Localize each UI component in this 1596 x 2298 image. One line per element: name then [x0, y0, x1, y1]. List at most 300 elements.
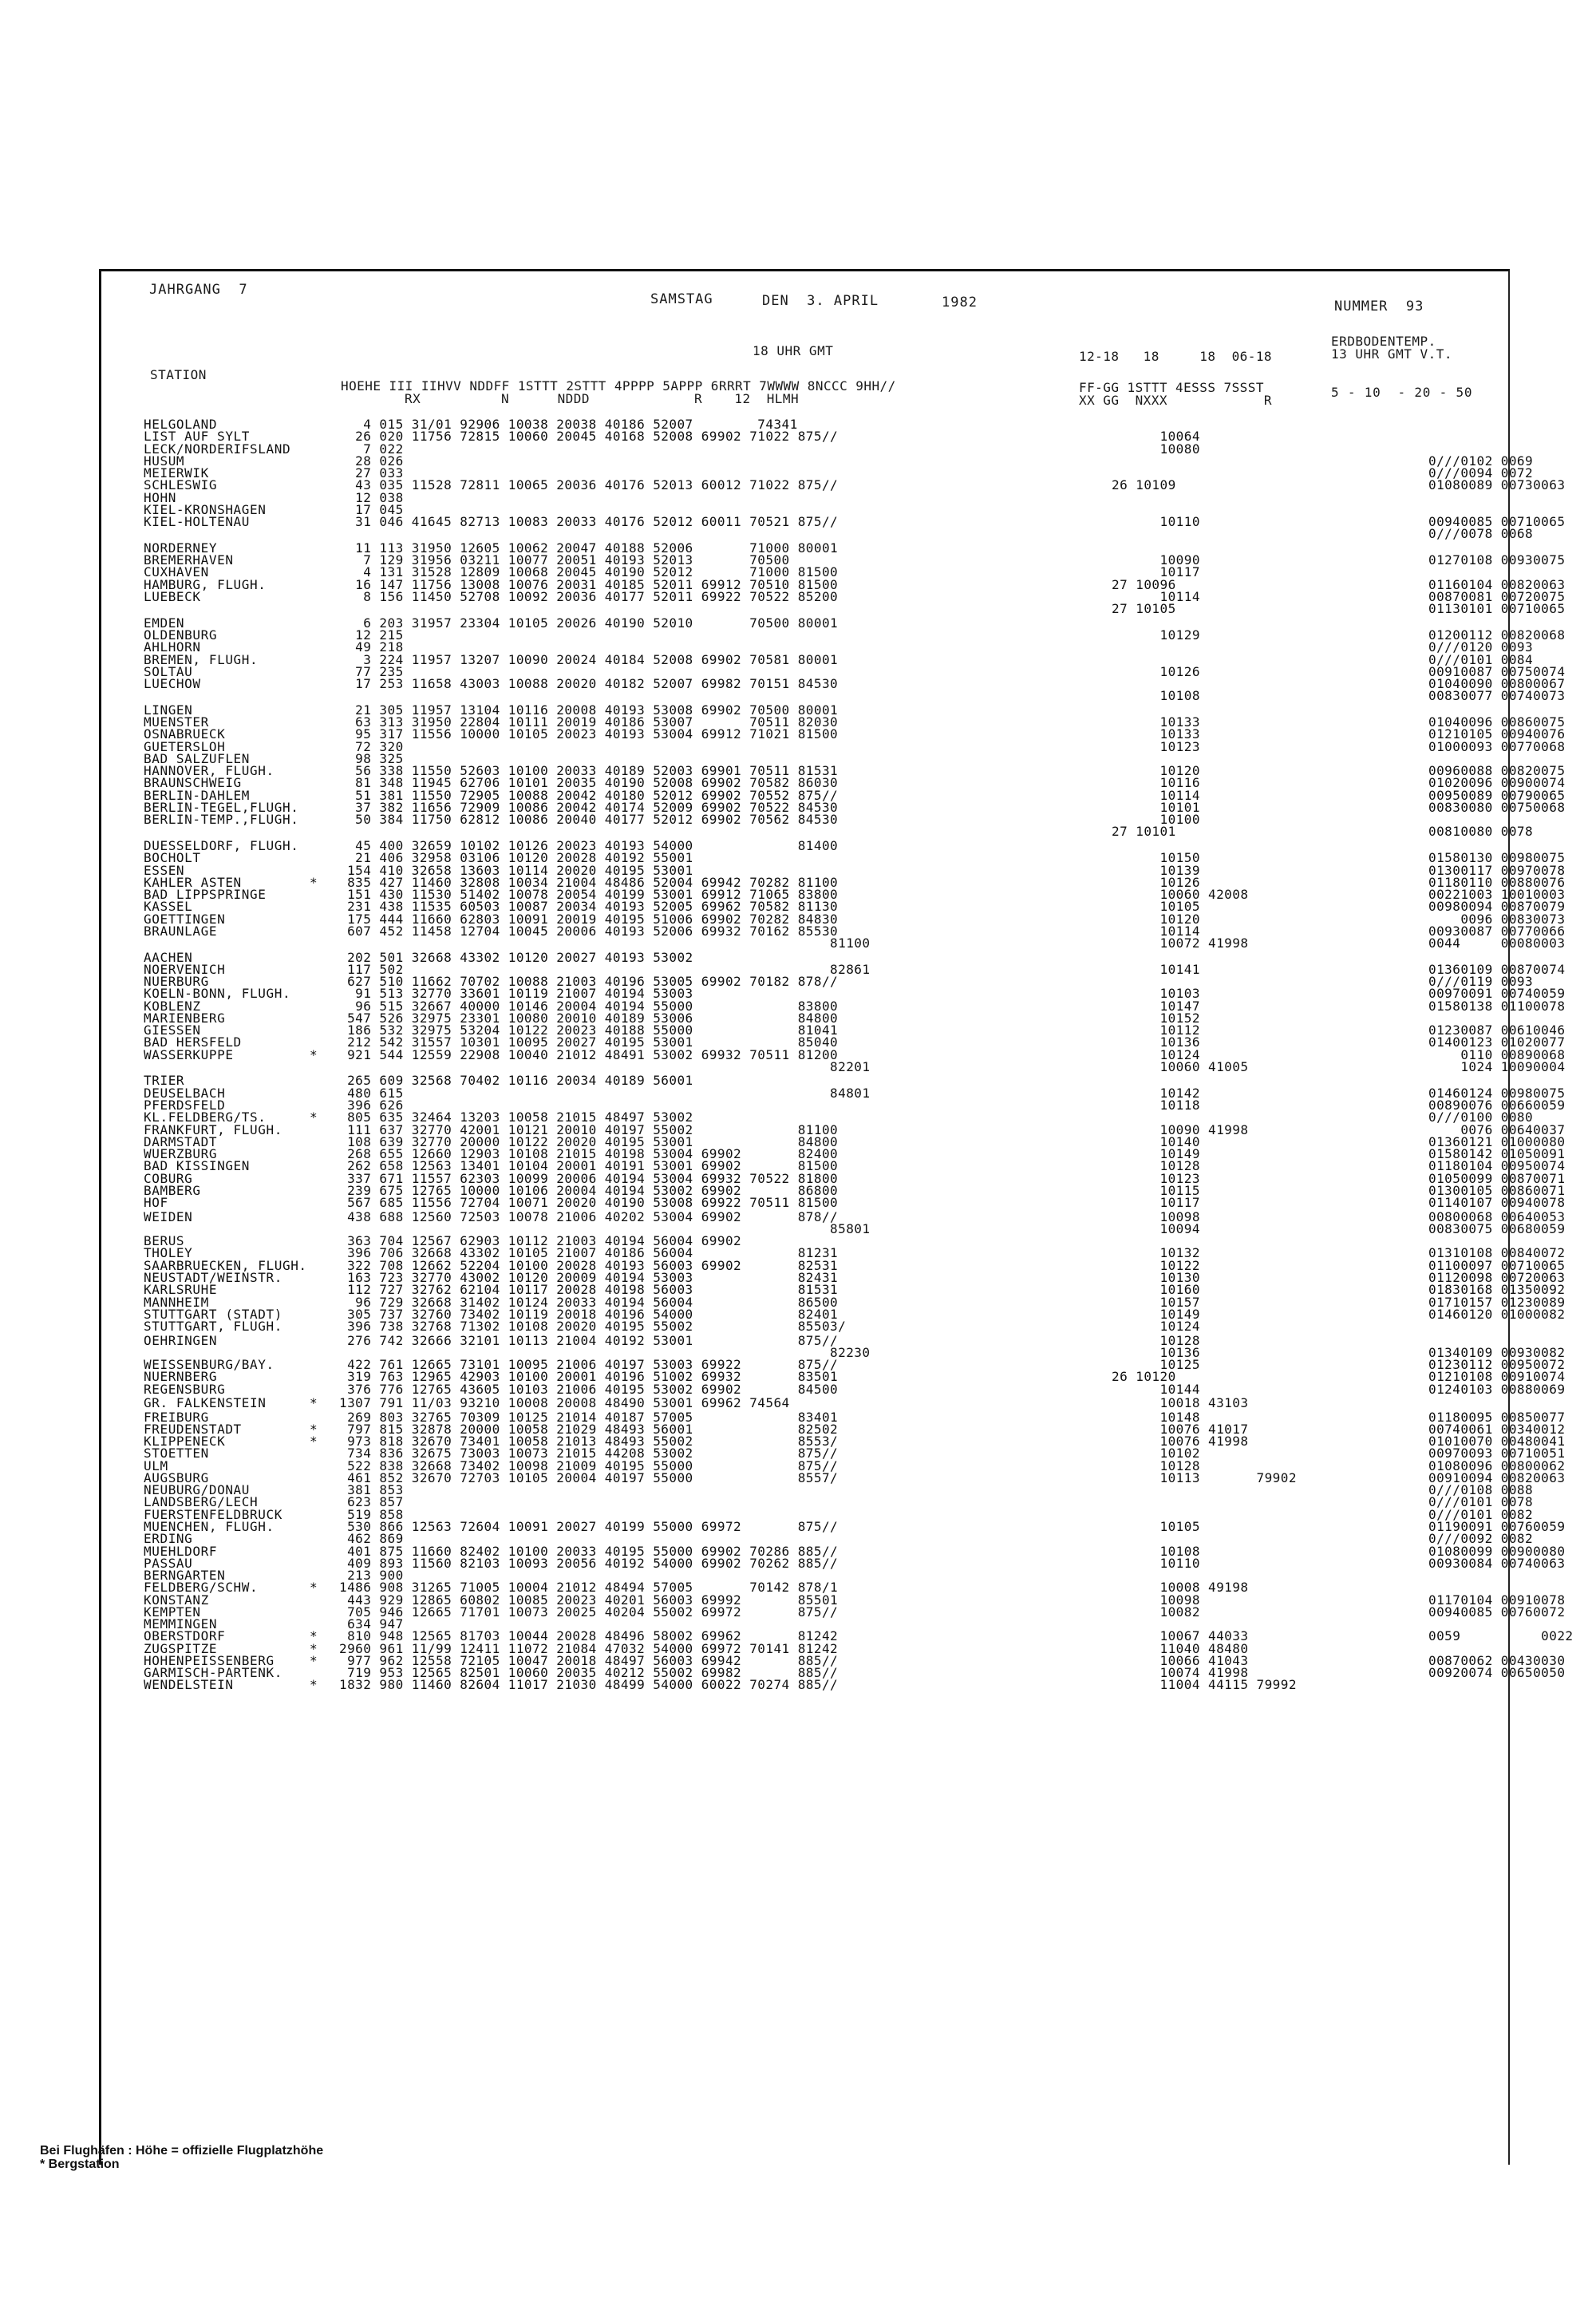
station-name: STOETTEN — [144, 1446, 209, 1461]
station-name: BAD KISSINGEN — [144, 1158, 251, 1174]
synop-data: 1832 980 11460 82604 11017 21030 48499 54000 60022 70274 885// — [339, 1677, 839, 1693]
station-name: BOCHOLT — [144, 850, 201, 866]
synop-data: 530 866 12563 72604 10091 20027 40199 55000 69972 875// — [339, 1518, 839, 1534]
soil-temperature: 00870062 00430030 — [1428, 1652, 1566, 1668]
soil-temperature: 00830080 00750068 — [1428, 799, 1566, 815]
soil-temperature: 01080089 00730063 — [1428, 477, 1566, 493]
soil-temperature: 00870081 00720075 — [1428, 588, 1566, 604]
station-name: WASSERKUPPE — [144, 1046, 234, 1062]
extreme-data: 10149 — [1112, 1146, 1200, 1162]
soil-temperature: 00950089 00790065 — [1428, 787, 1566, 803]
station-name: SOLTAU — [144, 663, 193, 679]
station-name: FRANKFURT, FLUGH. — [144, 1121, 282, 1137]
synop-data: 213 900 — [339, 1568, 404, 1584]
station-name: WEIDEN — [144, 1208, 193, 1224]
station-name: LINGEN — [144, 702, 193, 718]
station-name: HAMBURG, FLUGH. — [144, 576, 267, 592]
soil-temperature: 01230087 00610046 — [1428, 1022, 1566, 1038]
synop-data: 239 675 12765 10000 10106 20004 40194 53002 69902 86800 — [339, 1182, 839, 1198]
extreme-data: 10147 — [1112, 998, 1200, 1014]
extreme-data: 27 10105 — [1112, 601, 1176, 617]
synop-data: 12 038 — [339, 489, 404, 505]
soil-temp-time: 13 UHR GMT V.T. — [1331, 346, 1452, 362]
extreme-data: 10101 — [1112, 799, 1200, 815]
synop-data: 4 015 31/01 92906 10038 20038 40186 52007 74341 — [339, 417, 798, 432]
station-name: KAHLER ASTEN — [144, 874, 242, 890]
station-name: DEUSELBACH — [144, 1085, 226, 1101]
extreme-data: 10120 — [1112, 911, 1200, 927]
extreme-data: 10076 41017 — [1112, 1421, 1249, 1437]
extreme-data: 10120 — [1112, 763, 1200, 779]
synop-data: 81100 — [339, 935, 871, 951]
soil-temperature: 00970093 00710051 — [1428, 1446, 1566, 1461]
station-name: FREUDENSTADT — [144, 1421, 242, 1437]
soil-temperature: 0059 0022 — [1428, 1628, 1574, 1644]
extreme-data: 10129 — [1112, 627, 1200, 643]
right-column-subheaders: FF-GG 1STTT 4ESSS 7SSST — [1079, 380, 1264, 395]
station-name: HUSUM — [144, 453, 185, 469]
synop-data: 805 635 32464 13203 10058 21015 48497 53002 — [339, 1109, 693, 1125]
synop-data: 276 742 32666 32101 10113 21004 40192 53001 875// — [339, 1332, 839, 1348]
table-row — [144, 676, 1566, 692]
soil-temperature: 0///0120 0093 — [1428, 639, 1534, 655]
synop-data: 634 947 — [339, 1616, 404, 1632]
soil-temperature: 01360109 00870074 — [1428, 961, 1566, 977]
synop-data: 91 513 32770 33601 10119 21007 40194 53003 — [339, 986, 693, 1002]
synop-data: 49 218 — [339, 639, 404, 655]
station-name: DARMSTADT — [144, 1133, 218, 1149]
soil-temperature: 0///0101 0078 — [1428, 1494, 1534, 1510]
station-name: WENDELSTEIN — [144, 1677, 234, 1693]
extreme-data: 10018 43103 — [1112, 1395, 1249, 1411]
station-name: HANNOVER, FLUGH. — [144, 763, 275, 779]
synop-data: 443 929 12865 60802 10085 20023 40201 56003 69992 85501 — [339, 1592, 839, 1608]
synop-data: 396 626 — [339, 1098, 404, 1113]
table-row — [144, 1397, 1516, 1411]
station-name: BERNGARTEN — [144, 1568, 226, 1584]
extreme-data: 10117 — [1112, 1195, 1200, 1211]
synop-data: 1486 908 31265 71005 10004 21012 48494 57005 70142 878/1 — [339, 1580, 839, 1596]
extreme-data: 11040 48480 — [1112, 1640, 1249, 1656]
synop-data: 305 737 32760 73402 10119 20018 40196 54000 82401 — [339, 1306, 839, 1322]
station-name: BERLIN-DAHLEM — [144, 787, 251, 803]
station-name: BERLIN-TEMP.,FLUGH. — [144, 812, 299, 828]
synop-data: 396 738 32768 71302 10108 20020 40195 55002 85503/ — [339, 1319, 847, 1335]
synop-data: 3 224 11957 13207 10090 20024 40184 52008 69902 70581 80001 — [339, 651, 839, 667]
soil-temperature: 00930084 00740063 — [1428, 1555, 1566, 1571]
extreme-data: 10130 — [1112, 1269, 1200, 1285]
weekday-label: SAMSTAG — [650, 291, 713, 307]
station-name: AACHEN — [144, 949, 193, 965]
soil-temperature: 01040090 00800067 — [1428, 676, 1566, 692]
station-name: BRAUNSCHWEIG — [144, 775, 242, 791]
synop-data: 396 706 32668 43302 10105 21007 40186 56004 81231 — [339, 1245, 839, 1261]
synop-data: 21 406 32958 03106 10120 20028 40192 55001 — [339, 850, 693, 866]
station-name: PASSAU — [144, 1555, 193, 1571]
station-name: OEHRINGEN — [144, 1332, 218, 1348]
station-name: MEIERWIK — [144, 465, 209, 481]
soil-temperature: 01210105 00940076 — [1428, 726, 1566, 742]
soil-temperature: 01400123 01020077 — [1428, 1034, 1566, 1050]
station-column-header: STATION — [150, 367, 207, 382]
soil-temperature: 00980094 00870079 — [1428, 899, 1566, 915]
extreme-data: 10110 — [1112, 514, 1200, 530]
mountain-marker: * — [310, 1109, 318, 1125]
synop-data: 627 510 11662 70702 10088 21003 40196 53005 69902 70182 878// — [339, 974, 839, 990]
mountain-marker: * — [310, 1395, 318, 1411]
extreme-data: 10114 — [1112, 923, 1200, 939]
synop-data: 56 338 11550 52603 10100 20033 40189 52003 69901 70511 81531 — [339, 763, 839, 779]
extreme-data: 10126 — [1112, 663, 1200, 679]
station-name: KOELN-BONN, FLUGH. — [144, 986, 291, 1002]
station-name: HOF — [144, 1195, 168, 1211]
soil-temperature: 01210108 00910074 — [1428, 1369, 1566, 1385]
station-name: MUENSTER — [144, 714, 209, 730]
synop-data: 810 948 12565 81703 10044 20028 48496 58002 69962 81242 — [339, 1628, 839, 1644]
synop-data: 2960 961 11/99 12411 11072 21084 47032 54000 69972 70141 81242 — [339, 1640, 839, 1656]
extreme-data: 10128 — [1112, 1458, 1200, 1473]
synop-data: 462 869 — [339, 1531, 404, 1547]
extreme-data: 10124 — [1112, 1046, 1200, 1062]
synop-data: 921 544 12559 22908 10040 21012 48491 53002 69932 70511 81200 — [339, 1046, 839, 1062]
mountain-marker: * — [310, 1677, 318, 1693]
station-name: LECK/NORDERIFSLAND — [144, 441, 291, 457]
synop-data: 82201 — [339, 1058, 871, 1074]
synop-data: 31 046 41645 82713 10083 20033 40176 52012 60011 70521 875// — [339, 514, 839, 530]
extreme-data: 10113 79902 — [1112, 1469, 1297, 1485]
synop-data: 319 763 12965 42903 10100 20001 40196 51002 69932 83501 — [339, 1369, 839, 1385]
table-row — [144, 935, 1566, 951]
synop-data: 522 838 32668 73402 10098 21009 40195 55000 875// — [339, 1458, 839, 1473]
table-row — [144, 812, 1516, 828]
synop-data: 7 129 31956 03211 10077 20051 40193 52013 70500 — [339, 552, 790, 568]
station-name: REGENSBURG — [144, 1381, 226, 1397]
station-name: BREMERHAVEN — [144, 552, 234, 568]
extreme-data: 10008 49198 — [1112, 1580, 1249, 1596]
soil-temperature: 00740061 00340012 — [1428, 1421, 1566, 1437]
mountain-marker: * — [310, 874, 318, 890]
extreme-data: 10108 — [1112, 1543, 1200, 1559]
station-name: GIESSEN — [144, 1022, 201, 1038]
soil-temperature: 01170104 00910078 — [1428, 1592, 1566, 1608]
extreme-data: 10114 — [1112, 588, 1200, 604]
extreme-data: 27 10096 — [1112, 576, 1176, 592]
station-name: LUECHOW — [144, 676, 201, 692]
mountain-marker: * — [310, 1434, 318, 1450]
soil-temperature: 00930087 00770066 — [1428, 923, 1566, 939]
soil-temperature: 01160104 00820063 — [1428, 576, 1566, 592]
synop-data: 422 761 12665 73101 10095 21006 40197 53003 69922 875// — [339, 1357, 839, 1373]
extreme-data: 10124 — [1112, 1319, 1200, 1335]
soil-temperature: 01200112 00820068 — [1428, 627, 1566, 643]
station-name: KIEL-HOLTENAU — [144, 514, 251, 530]
synop-data: 72 320 — [339, 738, 404, 754]
extreme-data: 10136 — [1112, 1034, 1200, 1050]
station-name: NEUSTADT/WEINSTR. — [144, 1269, 282, 1285]
synop-data: 17 045 — [339, 501, 404, 517]
synop-data: 16 147 11756 13008 10076 20031 40185 52011 69912 70510 81500 — [339, 576, 839, 592]
extreme-data: 10132 — [1112, 1245, 1200, 1261]
station-name: BAMBERG — [144, 1182, 201, 1198]
synop-data: 202 501 32668 43302 10120 20027 40193 53002 — [339, 949, 693, 965]
station-name: OSNABRUECK — [144, 726, 226, 742]
table-row — [144, 514, 1566, 530]
station-name: DUESSELDORF, FLUGH. — [144, 837, 299, 853]
extreme-data: 10123 — [1112, 738, 1200, 754]
extreme-data: 10060 41005 — [1112, 1058, 1249, 1074]
station-name: KEMPTEN — [144, 1604, 201, 1620]
footnote-airports: Bei Flughäfen : Höhe = offizielle Flugplatzhöhe — [40, 2144, 324, 2158]
station-name: GARMISCH-PARTENK. — [144, 1665, 282, 1681]
soil-temperature: 01270108 00930075 — [1428, 552, 1566, 568]
station-name: ESSEN — [144, 862, 185, 878]
synop-data: 376 776 12765 43605 10103 21006 40195 53002 69902 84500 — [339, 1381, 839, 1397]
synop-data: 363 704 12567 62903 10112 21003 40194 56004 69902 — [339, 1233, 742, 1249]
station-name: MARIENBERG — [144, 1010, 226, 1026]
synop-data: 151 430 11530 51402 10078 20054 40199 53001 69912 71065 83800 — [339, 887, 839, 903]
soil-temperature: 0///0108 0088 — [1428, 1482, 1534, 1498]
station-name: NEUBURG/DONAU — [144, 1482, 251, 1498]
synop-data: 108 639 32770 20000 10122 20020 40195 53001 84800 — [339, 1133, 839, 1149]
station-name: LANDSBERG/LECH — [144, 1494, 259, 1510]
extreme-data: 10142 — [1112, 1085, 1200, 1101]
station-name: WUERZBURG — [144, 1146, 218, 1162]
soil-temperature: 00810080 0078 — [1428, 824, 1534, 840]
synop-data: 797 815 32878 20000 10058 21029 48493 56001 82502 — [339, 1421, 839, 1437]
extreme-data: 10082 — [1112, 1604, 1200, 1620]
station-name: MANNHEIM — [144, 1294, 209, 1310]
synop-data: 175 444 11660 62803 10091 20019 40195 51006 69902 70282 84830 — [339, 911, 839, 927]
soil-temperature: 0///0078 0068 — [1428, 526, 1534, 542]
synop-data: 96 729 32668 31402 10124 20033 40194 56004 86500 — [339, 1294, 839, 1310]
synop-data: 51 381 11550 72905 10088 20042 40180 52012 69902 70552 875// — [339, 787, 839, 803]
soil-temperature: 01180104 00950074 — [1428, 1158, 1566, 1174]
jahrgang-label: JAHRGANG 7 — [149, 282, 248, 298]
soil-temperature: 01050099 00870071 — [1428, 1170, 1566, 1186]
mountain-marker: * — [310, 1046, 318, 1062]
extreme-data: 10074 41998 — [1112, 1665, 1249, 1681]
soil-temperature: 01080099 00900080 — [1428, 1543, 1566, 1559]
station-name: BAD LIPPSPRINGE — [144, 887, 267, 903]
soil-temperature: 01580130 00980075 — [1428, 850, 1566, 866]
mountain-marker: * — [310, 1421, 318, 1437]
soil-temperature: 0044 00080003 — [1428, 935, 1566, 951]
station-name: NOERVENICH — [144, 961, 226, 977]
right-column-headers: 12-18 18 18 06-18 — [1079, 349, 1272, 364]
synop-data: 45 400 32659 10102 10126 20023 40193 54000 81400 — [339, 837, 839, 853]
extreme-data: 10115 — [1112, 1182, 1200, 1198]
station-name: STUTTGART, FLUGH. — [144, 1319, 282, 1335]
station-name: NORDERNEY — [144, 540, 218, 556]
extreme-data: 10072 41998 — [1112, 935, 1249, 951]
soil-temperature: 00910094 00820063 — [1428, 1469, 1566, 1485]
synop-data: 95 317 11556 10000 10105 20023 40193 53004 69912 71021 81500 — [339, 726, 839, 742]
station-name: KASSEL — [144, 899, 193, 915]
extreme-data: 10100 — [1112, 812, 1200, 828]
soil-temperature: 01040096 00860075 — [1428, 714, 1566, 730]
soil-temperature: 0///0102 0069 — [1428, 453, 1534, 469]
extreme-data: 10118 — [1112, 1098, 1200, 1113]
station-name: HELGOLAND — [144, 417, 218, 432]
station-name: FELDBERG/SCHW. — [144, 1580, 259, 1596]
extreme-data: 10122 — [1112, 1257, 1200, 1273]
extreme-data: 10076 41998 — [1112, 1434, 1249, 1450]
synop-data: 1307 791 11/03 93210 10008 20008 48490 53001 69962 74564 — [339, 1395, 790, 1411]
synop-data: 7 022 — [339, 441, 404, 457]
soil-temperature: 01240103 00880069 — [1428, 1381, 1566, 1397]
soil-temperature: 01010070 00480041 — [1428, 1434, 1566, 1450]
station-name: CUXHAVEN — [144, 564, 209, 580]
soil-temperature: 0///0101 0084 — [1428, 651, 1534, 667]
synop-data: 26 020 11756 72815 10060 20045 40168 52008 69902 71022 875// — [339, 429, 839, 445]
soil-temperature: 01190091 00760059 — [1428, 1518, 1566, 1534]
station-name: GOETTINGEN — [144, 911, 226, 927]
station-name: HOHN — [144, 489, 176, 505]
extreme-data: 10136 — [1112, 1344, 1200, 1360]
station-name: LIST AUF SYLT — [144, 429, 251, 445]
synop-data: 623 857 — [339, 1494, 404, 1510]
station-name: BAD HERSFELD — [144, 1034, 242, 1050]
station-name: FREIBURG — [144, 1409, 209, 1425]
synop-data: 6 203 31957 23304 10105 20026 40190 52010 70500 80001 — [339, 615, 839, 631]
right-column-units: XX GG NXXX R — [1079, 393, 1272, 408]
station-name: BERLIN-TEGEL,FLUGH. — [144, 799, 299, 815]
synop-data: 81 348 11945 62706 10101 20035 40190 52008 69902 70582 86030 — [339, 775, 839, 791]
soil-temperature: 01580138 01100078 — [1428, 998, 1566, 1014]
synop-data: 381 853 — [339, 1482, 404, 1498]
soil-temperature: 01300117 00970078 — [1428, 862, 1566, 878]
extreme-data: 10123 — [1112, 1170, 1200, 1186]
extreme-data: 10108 — [1112, 688, 1200, 704]
synop-data: 547 526 32975 23301 10080 20010 40189 53006 84800 — [339, 1010, 839, 1026]
synop-data: 27 033 — [339, 465, 404, 481]
extreme-data: 10090 — [1112, 552, 1200, 568]
station-table — [144, 417, 1574, 1693]
synop-data: 705 946 12665 71701 10073 20025 40204 55002 69972 875// — [339, 1604, 839, 1620]
extreme-data: 10064 — [1112, 429, 1200, 445]
soil-temperature: 0///0092 0082 — [1428, 1531, 1534, 1547]
soil-temperature: 01580142 01050091 — [1428, 1146, 1566, 1162]
synop-data: 438 688 12560 72503 10078 21006 40202 53004 69902 878// — [339, 1208, 839, 1224]
data-column-subheaders: RX N NDDD R 12 HLMH — [405, 391, 800, 406]
soil-temperature: 01120098 00720063 — [1428, 1269, 1566, 1285]
table-row — [144, 588, 1566, 604]
station-name: BAD SALZUFLEN — [144, 750, 251, 766]
synop-data: 607 452 11458 12704 10045 20006 40193 52006 69932 70162 85530 — [339, 923, 839, 939]
soil-temperature: 0///0119 0093 — [1428, 974, 1534, 990]
soil-temperature: 00830075 00680059 — [1428, 1220, 1566, 1236]
synop-data: 186 532 32975 53204 10122 20023 40188 55000 81041 — [339, 1022, 839, 1038]
station-name: TRIER — [144, 1073, 185, 1089]
extreme-data: 10152 — [1112, 1010, 1200, 1026]
station-name: FUERSTENFELDBRUCK — [144, 1506, 282, 1522]
station-name: GUETERSLOH — [144, 738, 226, 754]
date-label: DEN 3. APRIL — [762, 293, 879, 309]
extreme-data: 10112 — [1112, 1022, 1200, 1038]
extreme-data: 10116 — [1112, 775, 1200, 791]
soil-temperature: 00830077 00740073 — [1428, 688, 1566, 704]
extreme-data: 10125 — [1112, 1357, 1200, 1373]
extreme-data: 10110 — [1112, 1555, 1200, 1571]
station-name: BRAUNLAGE — [144, 923, 218, 939]
station-name: EMDEN — [144, 615, 185, 631]
extreme-data: 10066 41043 — [1112, 1652, 1249, 1668]
soil-temperature: 01360121 01000080 — [1428, 1133, 1566, 1149]
mountain-marker: * — [310, 1652, 318, 1668]
synop-data: 265 609 32568 70402 10116 20034 40189 56001 — [339, 1073, 693, 1089]
soil-temperature: 01830168 01350092 — [1428, 1282, 1566, 1298]
soil-temperature: 01460124 00980075 — [1428, 1085, 1566, 1101]
soil-temperature: 01340109 00930082 — [1428, 1344, 1566, 1360]
soil-temperature: 01140107 00940078 — [1428, 1195, 1566, 1211]
extreme-data: 10133 — [1112, 726, 1200, 742]
station-name: KOBLENZ — [144, 998, 201, 1014]
extreme-data: 10141 — [1112, 961, 1200, 977]
extreme-data: 10117 — [1112, 564, 1200, 580]
synop-data: 98 325 — [339, 750, 404, 766]
extreme-data: 26 10120 — [1112, 1369, 1176, 1385]
mountain-marker: * — [310, 1628, 318, 1644]
station-name: KIEL-KRONSHAGEN — [144, 501, 267, 517]
synop-data: 163 723 32770 43002 10120 20009 40194 53003 82431 — [339, 1269, 839, 1285]
extreme-data: 10098 — [1112, 1208, 1200, 1224]
soil-temperature: 01310108 00840072 — [1428, 1245, 1566, 1261]
soil-temperature: 00920074 00650050 — [1428, 1665, 1566, 1681]
station-name: BREMEN, FLUGH. — [144, 651, 259, 667]
station-name: BERUS — [144, 1233, 185, 1249]
synop-data: 117 502 82861 — [339, 961, 871, 977]
extreme-data: 10067 44033 — [1112, 1628, 1249, 1644]
station-name: MEMMINGEN — [144, 1616, 218, 1632]
extreme-data: 27 10101 — [1112, 824, 1176, 840]
synop-data: 212 542 31557 10301 10095 20027 40195 53001 85040 — [339, 1034, 839, 1050]
station-name: MUENCHEN, FLUGH. — [144, 1518, 275, 1534]
issue-number: NUMMER 93 — [1334, 299, 1424, 314]
data-column-headers: HOEHE III IIHVV NDDFF 1STTT 2STTT 4PPPP 5APPP 6RRRT 7WWWW 8NCCC 9HH// — [341, 378, 896, 394]
station-name: KLIPPENECK — [144, 1434, 226, 1450]
extreme-data: 10098 — [1112, 1592, 1200, 1608]
table-row — [144, 1679, 1516, 1691]
synop-data: 111 637 32770 42001 10121 20010 40197 55002 81100 — [339, 1121, 839, 1137]
extreme-data: 10140 — [1112, 1133, 1200, 1149]
synop-data: 231 438 11535 60503 10087 20034 40193 52005 69962 70582 81130 — [339, 899, 839, 915]
synop-data: 322 708 12662 52204 10100 20028 40193 56003 69902 82531 — [339, 1257, 839, 1273]
synop-data: 43 035 11528 72811 10065 20036 40176 52013 60012 71022 875// — [339, 477, 839, 493]
station-name: PFERDSFELD — [144, 1098, 226, 1113]
soil-temperature: 00221003 10010003 — [1428, 887, 1566, 903]
soil-temperature: 0///0100 0080 — [1428, 1109, 1534, 1125]
extreme-data: 10103 — [1112, 986, 1200, 1002]
station-name: OBERSTDORF — [144, 1628, 226, 1644]
synop-data: 719 953 12565 82501 10060 20035 40212 55002 69982 885// — [339, 1665, 839, 1681]
extreme-data: 10126 — [1112, 874, 1200, 890]
extreme-data: 10133 — [1112, 714, 1200, 730]
extreme-data: 10144 — [1112, 1381, 1200, 1397]
observation-time: 18 UHR GMT — [753, 343, 834, 358]
soil-depth-headers: 5 - 10 - 20 - 50 — [1331, 385, 1473, 400]
soil-temperature: 01230112 00950072 — [1428, 1357, 1566, 1373]
station-name: NUERNBERG — [144, 1369, 218, 1385]
synop-data: 480 615 84801 — [339, 1085, 871, 1101]
synop-data: 268 655 12660 12903 10108 21015 40198 53004 69902 82400 — [339, 1146, 839, 1162]
extreme-data: 10080 — [1112, 441, 1200, 457]
soil-temperature: 01100097 00710065 — [1428, 1257, 1566, 1273]
soil-temperature: 00910087 00750074 — [1428, 663, 1566, 679]
soil-temperature: 0110 00890068 — [1428, 1046, 1566, 1062]
station-name: COBURG — [144, 1170, 193, 1186]
soil-temperature: 00890076 00660059 — [1428, 1098, 1566, 1113]
station-name: SCHLESWIG — [144, 477, 218, 493]
